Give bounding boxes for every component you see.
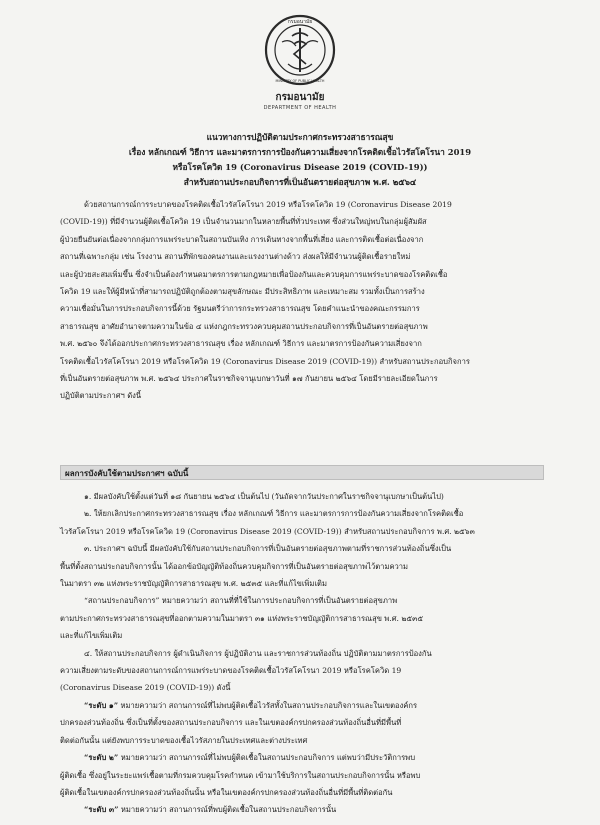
intro-line: ปฏิบัติตามประกาศฯ ดังนี้: [60, 391, 142, 401]
level-1-line: ปกครองส่วนท้องถิ่น ซึ่งเป็นที่ตั้งของสถานประกอบกิจการ และในเขตองค์กรปกครองส่วนท้องถิ่นอื่นที่มีพื้นที่: [60, 718, 402, 728]
level-1-label: “ระดับ ๑”: [84, 700, 119, 710]
intro-line: ที่เป็นอันตรายต่อสุขภาพ พ.ศ. ๒๕๖๔ ประกาศในราชกิจจานุเบกษาวันที่ ๑๗ กันยายน ๒๕๖๔ โดยมีรายละเอียดในการ: [60, 374, 438, 384]
section-heading: ผลการบังคับใช้ตามประกาศฯ ฉบับนี้: [60, 465, 544, 480]
title-line-1: แนวทางการปฏิบัติตามประกาศกระทรวงสาธารณสุข: [206, 132, 394, 142]
intro-line: พ.ศ. ๒๕๖๐ จึงได้ออกประกาศกระทรวงสาธารณสุข เรื่อง หลักเกณฑ์ วิธีการ และมาตรการป้องกันความเสี่ยงจาก: [60, 339, 422, 349]
intro-paragraph: [60, 196, 544, 405]
seal-text-top: กรมอนามัย: [287, 19, 313, 25]
intro-line: ด้วยสถานการณ์การระบาดของโรคติดเชื้อไวรัสโคโรนา 2019 หรือโรคโควิด 19 (Coronavirus Disease 2019: [84, 200, 452, 209]
department-seal-icon: [264, 14, 336, 86]
intro-line: ผู้ป่วยยืนยันต่อเนื่องจากกลุ่มการแพร่ระบาดในสถานบันเทิง การเดินทางจากพื้นที่เสี่ยง และการติดเชื้อต่อเนื่องจาก: [60, 234, 424, 244]
item-line: ๒. ให้ยกเลิกประกาศกระทรวงสาธารณสุข เรื่อง หลักเกณฑ์ วิธีการ และมาตรการการป้องกันความเสี่ยงจากโรคติดเชื้อ: [84, 509, 464, 519]
intro-line: สถานที่เฉพาะกลุ่ม เช่น โรงงาน สถานที่พักของคนงานและแรงงานต่างด้าว ส่งผลให้มีจำนวนผู้ติดเชื้อรายใหม่: [60, 252, 411, 262]
items-list: [60, 488, 544, 819]
level-3-label: “ระดับ ๓”: [84, 805, 119, 815]
level-2-text: หมายความว่า สถานการณ์ที่ไม่พบผู้ติดเชื้อในสถานประกอบกิจการ แต่พบว่ามีประวัติการพบ: [118, 753, 416, 763]
level-3-line: [60, 801, 544, 818]
department-name-thai: กรมอนามัย: [275, 92, 325, 103]
title-line-2: เรื่อง หลักเกณฑ์ วิธีการ และมาตรการการป้องกันความเสี่ยงจากโรคติดเชื้อไวรัสโคโรนา 2019: [128, 147, 472, 157]
item-line: ความเสี่ยงตามระดับของสถานการณ์การแพร่ระบาดของโรคติดเชื้อไวรัสโคโรนา 2019 หรือโรคโควิด 19: [60, 666, 402, 676]
item-line: “สถานประกอบกิจการ” หมายความว่า สถานที่ที่ใช้ในการประกอบกิจการที่เป็นอันตรายต่อสุขภาพ: [84, 596, 398, 606]
document-title: [60, 130, 540, 190]
level-2-line: ผู้ติดเชื้อ ซึ่งอยู่ในระยะแพร่เชื้อตามที่กรมควบคุมโรคกำหนด เข้ามาใช้บริการในสถานประกอบกิจการนั้น หรือพบ: [60, 770, 421, 780]
item-line: ในมาตรา ๓๒ แห่งพระราชบัญญัติการสาธารณสุข พ.ศ. ๒๕๓๕ และที่แก้ไขเพิ่มเติม: [60, 579, 327, 589]
level-1-text: หมายความว่า สถานการณ์ที่ไม่พบผู้ติดเชื้อไวรัสทั้งในสถานประกอบกิจการและในเขตองค์กร: [118, 700, 418, 710]
level-1-line: [60, 697, 544, 714]
level-2-line: ผู้ติดเชื้อในเขตองค์กรปกครองส่วนท้องถิ่นนั้น หรือในเขตองค์กรปกครองส่วนท้องถิ่นอื่นที่มีพื้นที่ติดต่อกัน: [60, 787, 393, 797]
level-2-label: “ระดับ ๒”: [84, 753, 119, 763]
intro-line: สาธารณสุข อาศัยอำนาจตามความในข้อ ๔ แห่งกฎกระทรวงควบคุมสถานประกอบกิจการที่เป็นอันตรายต่อสุขภาพ: [60, 321, 428, 331]
department-name-english: DEPARTMENT OF HEALTH: [263, 105, 337, 111]
item-line: และที่แก้ไขเพิ่มเติม: [60, 631, 123, 641]
level-3-text: หมายความว่า สถานการณ์ที่พบผู้ติดเชื้อในสถานประกอบกิจการนั้น: [118, 805, 337, 815]
intro-line: โรคติดเชื้อไวรัสโคโรนา 2019 หรือโรคโควิด 19 (Coronavirus Disease 2019 (COVID-19)) สำหรับสถานประกอบกิจการ: [60, 356, 470, 366]
intro-line: (COVID-19)) ที่มีจำนวนผู้ติดเชื้อโควิด 19 เป็นจำนวนมากในหลายพื้นที่ทั่วประเทศ ซึ่งส่วนใหญ่พบในกลุ่มผู้สัมผัส: [60, 217, 427, 227]
level-2-line: [60, 749, 544, 766]
item-line: ไวรัสโคโรนา 2019 หรือโรคโควิด 19 (Coronavirus Disease 2019 (COVID-19)) สำหรับสถานประกอบกิจการ พ.ศ. ๒๕๖๓: [60, 526, 475, 536]
intro-line: และผู้ป่วยสะสมเพิ่มขึ้น ซึ่งจำเป็นต้องกำหนดมาตรการตามกฎหมายเพื่อป้องกันและควบคุมการแพร่ระบาดของโรคติดเชื้อ: [60, 269, 448, 279]
item-line: ๔. ให้สถานประกอบกิจการ ผู้ดำเนินกิจการ ผู้ปฏิบัติงาน และราชการส่วนท้องถิ่น ปฏิบัติตามมาตรการป้องกัน: [84, 648, 432, 658]
title-line-3: หรือโรคโควิด 19 (Coronavirus Disease 2019 (COVID-19)): [172, 162, 428, 172]
title-line-4: สำหรับสถานประกอบกิจการที่เป็นอันตรายต่อสุขภาพ พ.ศ. ๒๕๖๔: [183, 177, 417, 187]
item-line: ๓. ประกาศฯ ฉบับนี้ มีผลบังคับใช้กับสถานประกอบกิจการที่เป็นอันตรายต่อสุขภาพตามที่ราชการส่วนท้องถิ่นซึ่งเป็น: [84, 544, 452, 554]
intro-line: ความเชื่อมั่นในการประกอบกิจการนี้ด้วย รัฐมนตรีว่าการกระทรวงสาธารณสุข โดยคำแนะนำของคณะกรรมการ: [60, 304, 420, 314]
item-line: ตามประกาศกระทรวงสาธารณสุขที่ออกตามความในมาตรา ๓๑ แห่งพระราชบัญญัติการสาธารณสุข พ.ศ. ๒๕๓๕: [60, 613, 424, 623]
intro-line: โควิด 19 และให้ผู้มีหน้าที่สามารถปฏิบัติถูกต้องตามสุขลักษณะ มีประสิทธิภาพ และเหมาะสม รวมทั้งเป็นการสร้าง: [60, 287, 425, 297]
item-line: พื้นที่ตั้งสถานประกอบกิจการนั้น ได้ออกข้อบัญญัติท้องถิ่นควบคุมกิจการที่เป็นอันตรายต่อสุขภาพไว้ตามความ: [60, 561, 409, 571]
level-1-line: ติดต่อกันนั้น แต่ยังพบการระบาดของเชื้อไวรัสภายในประเทศและต่างประเทศ: [60, 735, 308, 745]
seal-text-bottom: MINISTRY OF PUBLIC HEALTH: [275, 79, 325, 83]
item-line: ๑. มีผลบังคับใช้ตั้งแต่วันที่ ๑๘ กันยายน ๒๕๖๔ เป็นต้นไป (วันถัดจากวันประกาศในราชกิจจานุเบกษาเป็นต้นไป): [84, 492, 444, 501]
item-line: (Coronavirus Disease 2019 (COVID-19)) ดังนี้: [60, 683, 231, 693]
